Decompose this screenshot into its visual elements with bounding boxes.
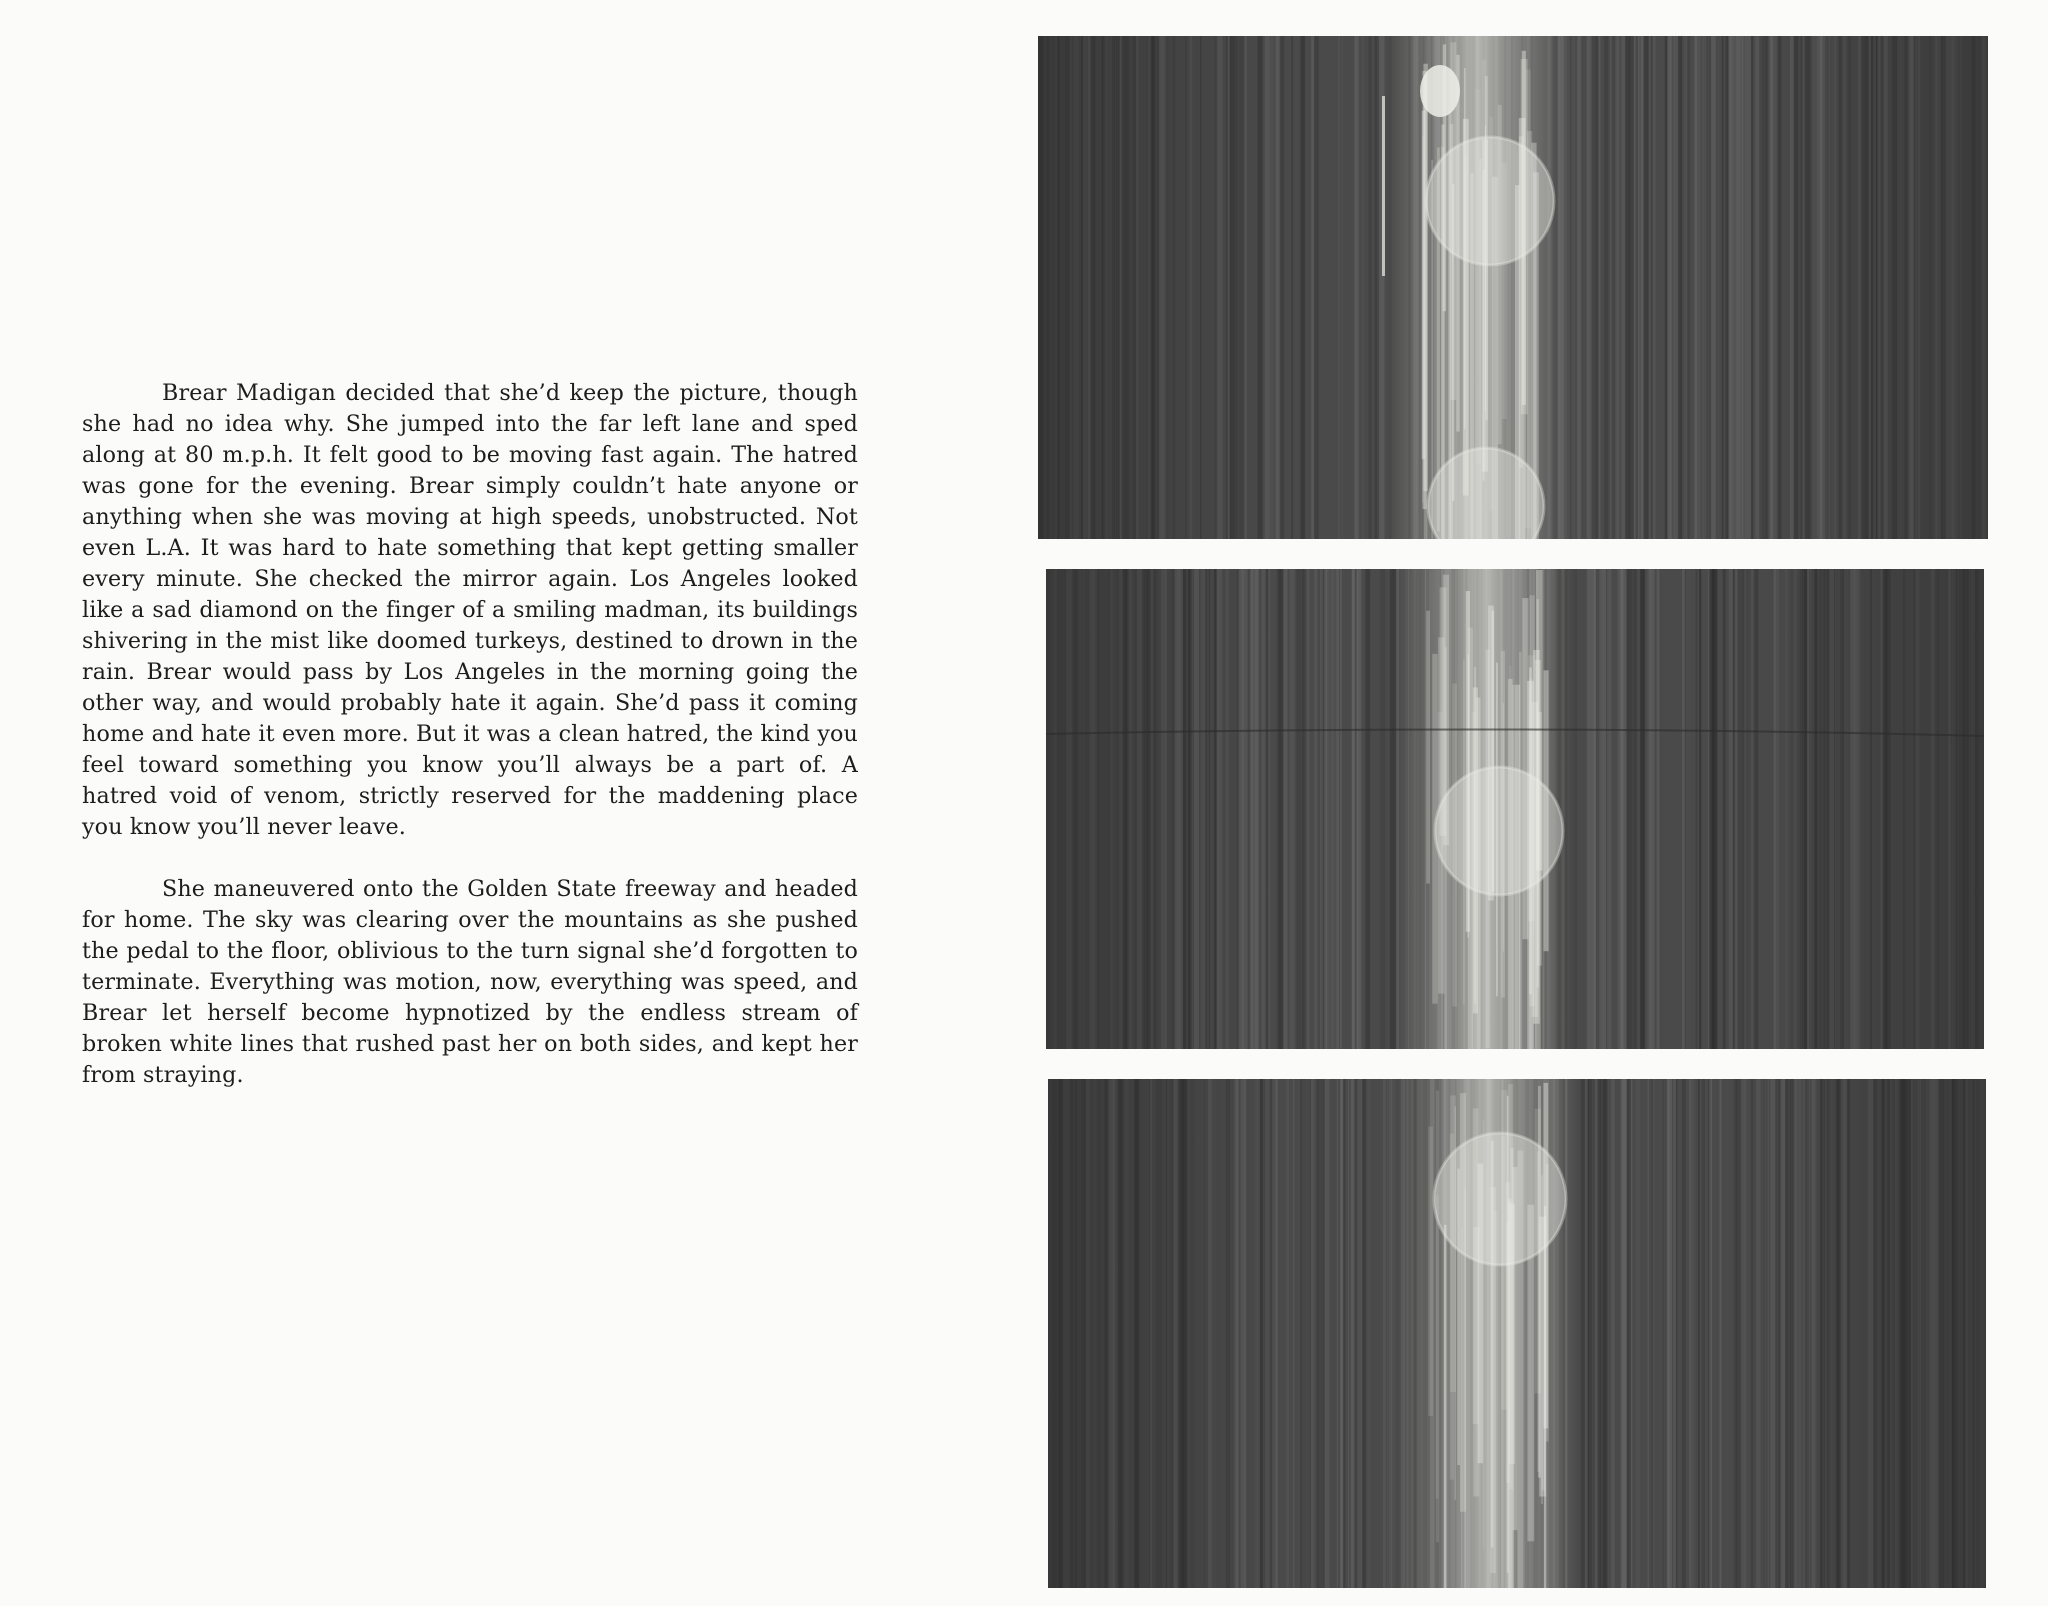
white-drip xyxy=(1525,70,1531,528)
white-drip xyxy=(1544,1083,1549,1429)
painting-panel-top xyxy=(1038,36,1988,539)
painting-svg xyxy=(1048,1079,1986,1588)
paint-blob xyxy=(1420,65,1460,117)
thin-drip xyxy=(1382,96,1385,276)
painting-panel-bottom xyxy=(1048,1079,1986,1588)
left-text-page xyxy=(0,0,1020,1606)
story-paragraph-1: Brear Madigan decided that she’d keep the picture, though she had no idea why. She jumped into the far left lane and sped along at 80 m.p.h. It felt good to be moving fast again. The hatred was gone for the evening. Brear simply couldn’t hate anyone or anything when she was moving at high speeds, unobstructed. Not even L.A. It was hard to hate something that kept getting smaller every minute. She checked the mirror again. Los Angeles looked like a sad diamond on the finger of a smiling madman, its buildings shivering in the mist like doomed turkeys, destined to drown in the rain. Brear would pass by Los Angeles in the morning going the other way, and would probably hate it again. She’d pass it coming home and hate it even more. But it was a clean hatred, the kind you feel toward something you know you’ll always be a part of. A hatred void of venom, strictly reserved for the maddening place you know you’ll never leave. xyxy=(82,380,858,840)
white-drip xyxy=(1436,1195,1439,1499)
painting-panel-middle xyxy=(1046,569,1984,1049)
painting-svg xyxy=(1046,569,1984,1049)
white-drip xyxy=(1444,1225,1447,1588)
painting-svg xyxy=(1038,36,1988,539)
white-drip xyxy=(1428,1127,1433,1417)
story-text xyxy=(82,378,858,1091)
story-paragraph-2: She maneuvered onto the Golden State freeway and headed for home. The sky was clearing over the mountains as she pushed the pedal to the floor, oblivious to the turn signal she’d forgotten to terminate. Everything was motion, now, everything was speed, and Brear let herself become hypnotized by the endless stream of broken white lines that rushed past her on both sides, and kept her from straying. xyxy=(82,876,858,1088)
white-drip xyxy=(1424,106,1428,539)
triptych-painting xyxy=(1038,36,1988,1588)
white-drip xyxy=(1426,611,1430,884)
